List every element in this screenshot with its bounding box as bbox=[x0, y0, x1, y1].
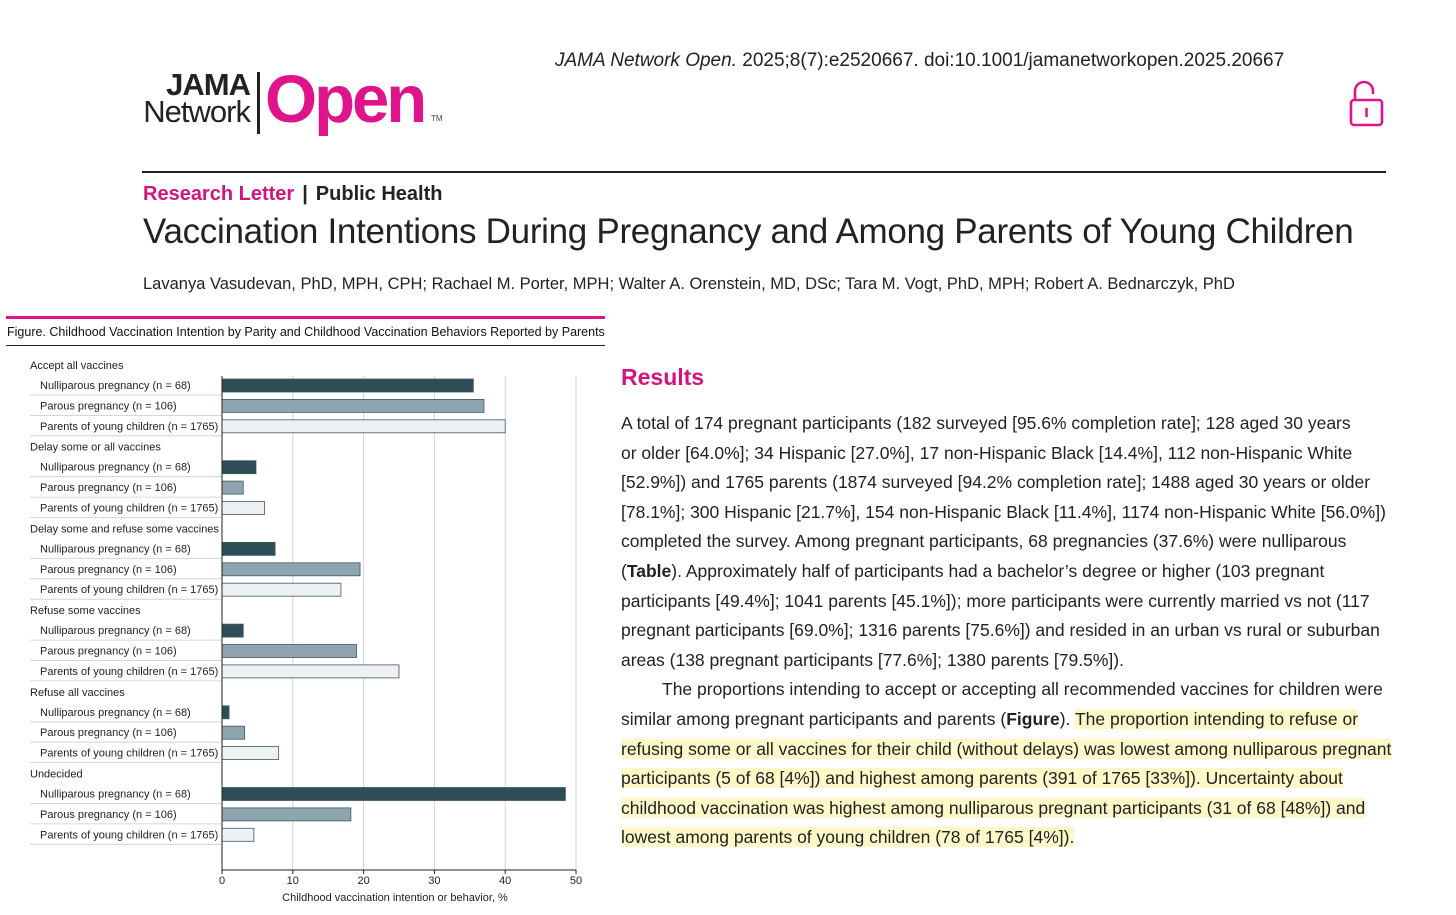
chart-bar-label: Parous pregnancy (n = 106) bbox=[40, 808, 177, 821]
chart-bar bbox=[222, 502, 264, 515]
chart-bar bbox=[222, 399, 484, 412]
chart-bar bbox=[222, 420, 505, 433]
chart-group-label: Accept all vaccines bbox=[30, 360, 124, 372]
chart-bar bbox=[222, 481, 243, 494]
chart-bar-label: Nulliparous pregnancy (n = 68) bbox=[40, 706, 191, 719]
chart-bar-label: Parous pregnancy (n = 106) bbox=[40, 645, 177, 658]
author-list: Lavanya Vasudevan, PhD, MPH, CPH; Rachael M. Porter, MPH; Walter A. Orenstein, MD, DSc; Tara M. Vogt, PhD, MPH; Robert A. Bednarczyk, PhD bbox=[143, 275, 1235, 293]
x-tick-label: 40 bbox=[499, 875, 512, 887]
chart-bar bbox=[222, 461, 256, 474]
chart-bar-label: Parents of young children (n = 1765) bbox=[40, 747, 219, 760]
chart-group-label: Refuse some vaccines bbox=[30, 605, 141, 618]
open-access-lock-icon bbox=[1348, 78, 1386, 130]
highlighted-text: participants (5 of 68 [4%]) and highest among parents (391 of 1765 [33%]). Uncertainty about bbox=[621, 768, 1343, 789]
chart-bar-label: Parous pregnancy (n = 106) bbox=[40, 400, 177, 413]
highlighted-text: childhood vaccination was highest among nulliparous pregnant participants (31 of 68 [48%]) and bbox=[621, 797, 1366, 818]
article-title: Vaccination Intentions During Pregnancy and Among Parents of Young Children bbox=[143, 212, 1354, 251]
text-line: areas (138 pregnant participants [77.6%]; 1380 parents [79.5%]). bbox=[621, 649, 1124, 670]
highlighted-text: The proportion intending to refuse or bbox=[1074, 708, 1359, 729]
highlighted-text: refusing some or all vaccines for their child (without delays) was lowest among nulliparous pregnant bbox=[621, 738, 1392, 759]
chart-bar bbox=[222, 624, 243, 637]
text-line bbox=[621, 705, 1421, 735]
figure-caption: Figure. Childhood Vaccination Intention by Parity and Childhood Vaccination Behaviors Reported by Parents bbox=[7, 325, 605, 339]
text-line bbox=[621, 823, 1421, 853]
chart-bar-label: Parents of young children (n = 1765) bbox=[40, 829, 219, 842]
text-fragment: ( bbox=[621, 560, 627, 581]
highlighted-text: lowest among parents of young children (78 of 1765 [4%]). bbox=[621, 827, 1075, 848]
chart-bar-label: Parous pregnancy (n = 106) bbox=[40, 727, 177, 740]
vaccination-bar-chart bbox=[0, 350, 610, 912]
chart-bar-label: Parous pregnancy (n = 106) bbox=[40, 563, 177, 576]
text-line: or older [64.0%]; 34 Hispanic [27.0%], 17 non-Hispanic Black [14.4%], 112 non-Hispanic White bbox=[621, 442, 1353, 463]
chart-bar bbox=[222, 645, 357, 658]
x-tick-label: 10 bbox=[286, 875, 299, 887]
chart-group-label: Refuse all vaccines bbox=[30, 686, 125, 699]
chart-bar-label: Nulliparous pregnancy (n = 68) bbox=[40, 380, 191, 392]
text-line: completed the survey. Among pregnant participants, 68 pregnancies (37.6%) were nulliparous bbox=[621, 531, 1347, 552]
chart-bar bbox=[222, 706, 229, 719]
results-heading: Results bbox=[621, 364, 705, 390]
chart-bar bbox=[222, 747, 279, 760]
chart-group-label: Delay some or all vaccines bbox=[30, 441, 161, 454]
figure-caption-rule bbox=[6, 345, 605, 346]
text-line bbox=[621, 735, 1421, 765]
article-section bbox=[143, 183, 443, 206]
chart-bar bbox=[222, 583, 341, 596]
text-line bbox=[621, 794, 1421, 824]
chart-bar-label: Nulliparous pregnancy (n = 68) bbox=[40, 461, 191, 474]
text-line: pregnant participants [69.0%]; 1316 parents [75.6%]) and resided in an urban vs rural or suburban bbox=[621, 620, 1380, 641]
chart-bar-label: Nulliparous pregnancy (n = 68) bbox=[40, 625, 191, 638]
x-tick-label: 30 bbox=[428, 875, 441, 887]
chart-bar bbox=[222, 665, 399, 678]
text-fragment: ). Approximately half of participants had a bachelor’s degree or higher (103 pregnant bbox=[671, 560, 1325, 581]
table-reference[interactable]: Table bbox=[626, 560, 672, 581]
chart-bar bbox=[222, 379, 473, 392]
chart-bar-label: Parents of young children (n = 1765) bbox=[40, 502, 219, 515]
figure-top-rule bbox=[6, 316, 605, 319]
subsection-label: Public Health bbox=[315, 183, 443, 205]
chart-bar bbox=[222, 808, 351, 821]
chart-bar bbox=[222, 563, 360, 576]
text-line: A total of 174 pregnant participants (182 surveyed [95.6% completion rate]; 128 aged 30 years bbox=[621, 413, 1351, 433]
chart-bar-label: Parents of young children (n = 1765) bbox=[40, 584, 219, 597]
chart-bar bbox=[222, 788, 565, 801]
section-separator: | bbox=[302, 183, 308, 205]
chart-bar-label: Parous pregnancy (n = 106) bbox=[40, 482, 177, 495]
text-line: The proportions intending to accept or accepting all recommended vaccines for children were bbox=[662, 679, 1383, 700]
citation-journal: JAMA Network Open. bbox=[555, 50, 737, 71]
x-tick-label: 0 bbox=[218, 875, 226, 887]
text-line: participants [49.4%]; 1041 parents [45.1%]); more participants were currently married vs not (117 bbox=[621, 590, 1370, 611]
logo-network-text: Network bbox=[143, 94, 250, 129]
chart-bar-label: Parents of young children (n = 1765) bbox=[40, 665, 219, 678]
text-fragment: similar among pregnant participants and parents ( bbox=[621, 708, 1007, 729]
x-axis-title: Childhood vaccination intention or behavior, % bbox=[282, 892, 508, 904]
text-line bbox=[621, 557, 1421, 587]
logo-trademark: TM bbox=[431, 114, 443, 123]
section-label: Research Letter bbox=[143, 183, 295, 205]
logo-divider bbox=[257, 72, 260, 134]
text-line bbox=[621, 764, 1421, 794]
chart-bar-label: Nulliparous pregnancy (n = 68) bbox=[40, 543, 191, 556]
x-tick-label: 50 bbox=[569, 875, 583, 887]
chart-bar-label: Parents of young children (n = 1765) bbox=[40, 420, 219, 433]
chart-bar bbox=[222, 542, 275, 555]
logo-jama-text: JAMA bbox=[166, 67, 250, 102]
results-body bbox=[621, 409, 1421, 853]
chart-group-label: Undecided bbox=[30, 768, 83, 781]
text-line: [52.9%]) and 1765 parents (1874 surveyed [94.2% completion rate]; 1488 aged 30 years or older bbox=[621, 472, 1371, 493]
chart-bar-label: Nulliparous pregnancy (n = 68) bbox=[40, 788, 191, 801]
text-fragment: ). bbox=[1059, 708, 1075, 729]
chart-bar bbox=[222, 726, 245, 739]
figure-reference[interactable]: Figure bbox=[1006, 708, 1060, 729]
chart-group-label: Delay some and refuse some vaccines bbox=[30, 523, 219, 536]
text-line: [78.1%]; 300 Hispanic [21.7%], 154 non-Hispanic Black [11.4%], 1174 non-Hispanic White [56.0%]) bbox=[621, 501, 1386, 522]
x-tick-label: 20 bbox=[357, 875, 370, 887]
citation bbox=[555, 50, 1284, 72]
chart-bar bbox=[222, 828, 254, 841]
header-rule bbox=[142, 171, 1386, 173]
logo-open-text: Open bbox=[265, 62, 425, 137]
citation-details: 2025;8(7):e2520667. doi:10.1001/jamanetworkopen.2025.20667 bbox=[736, 50, 1285, 71]
